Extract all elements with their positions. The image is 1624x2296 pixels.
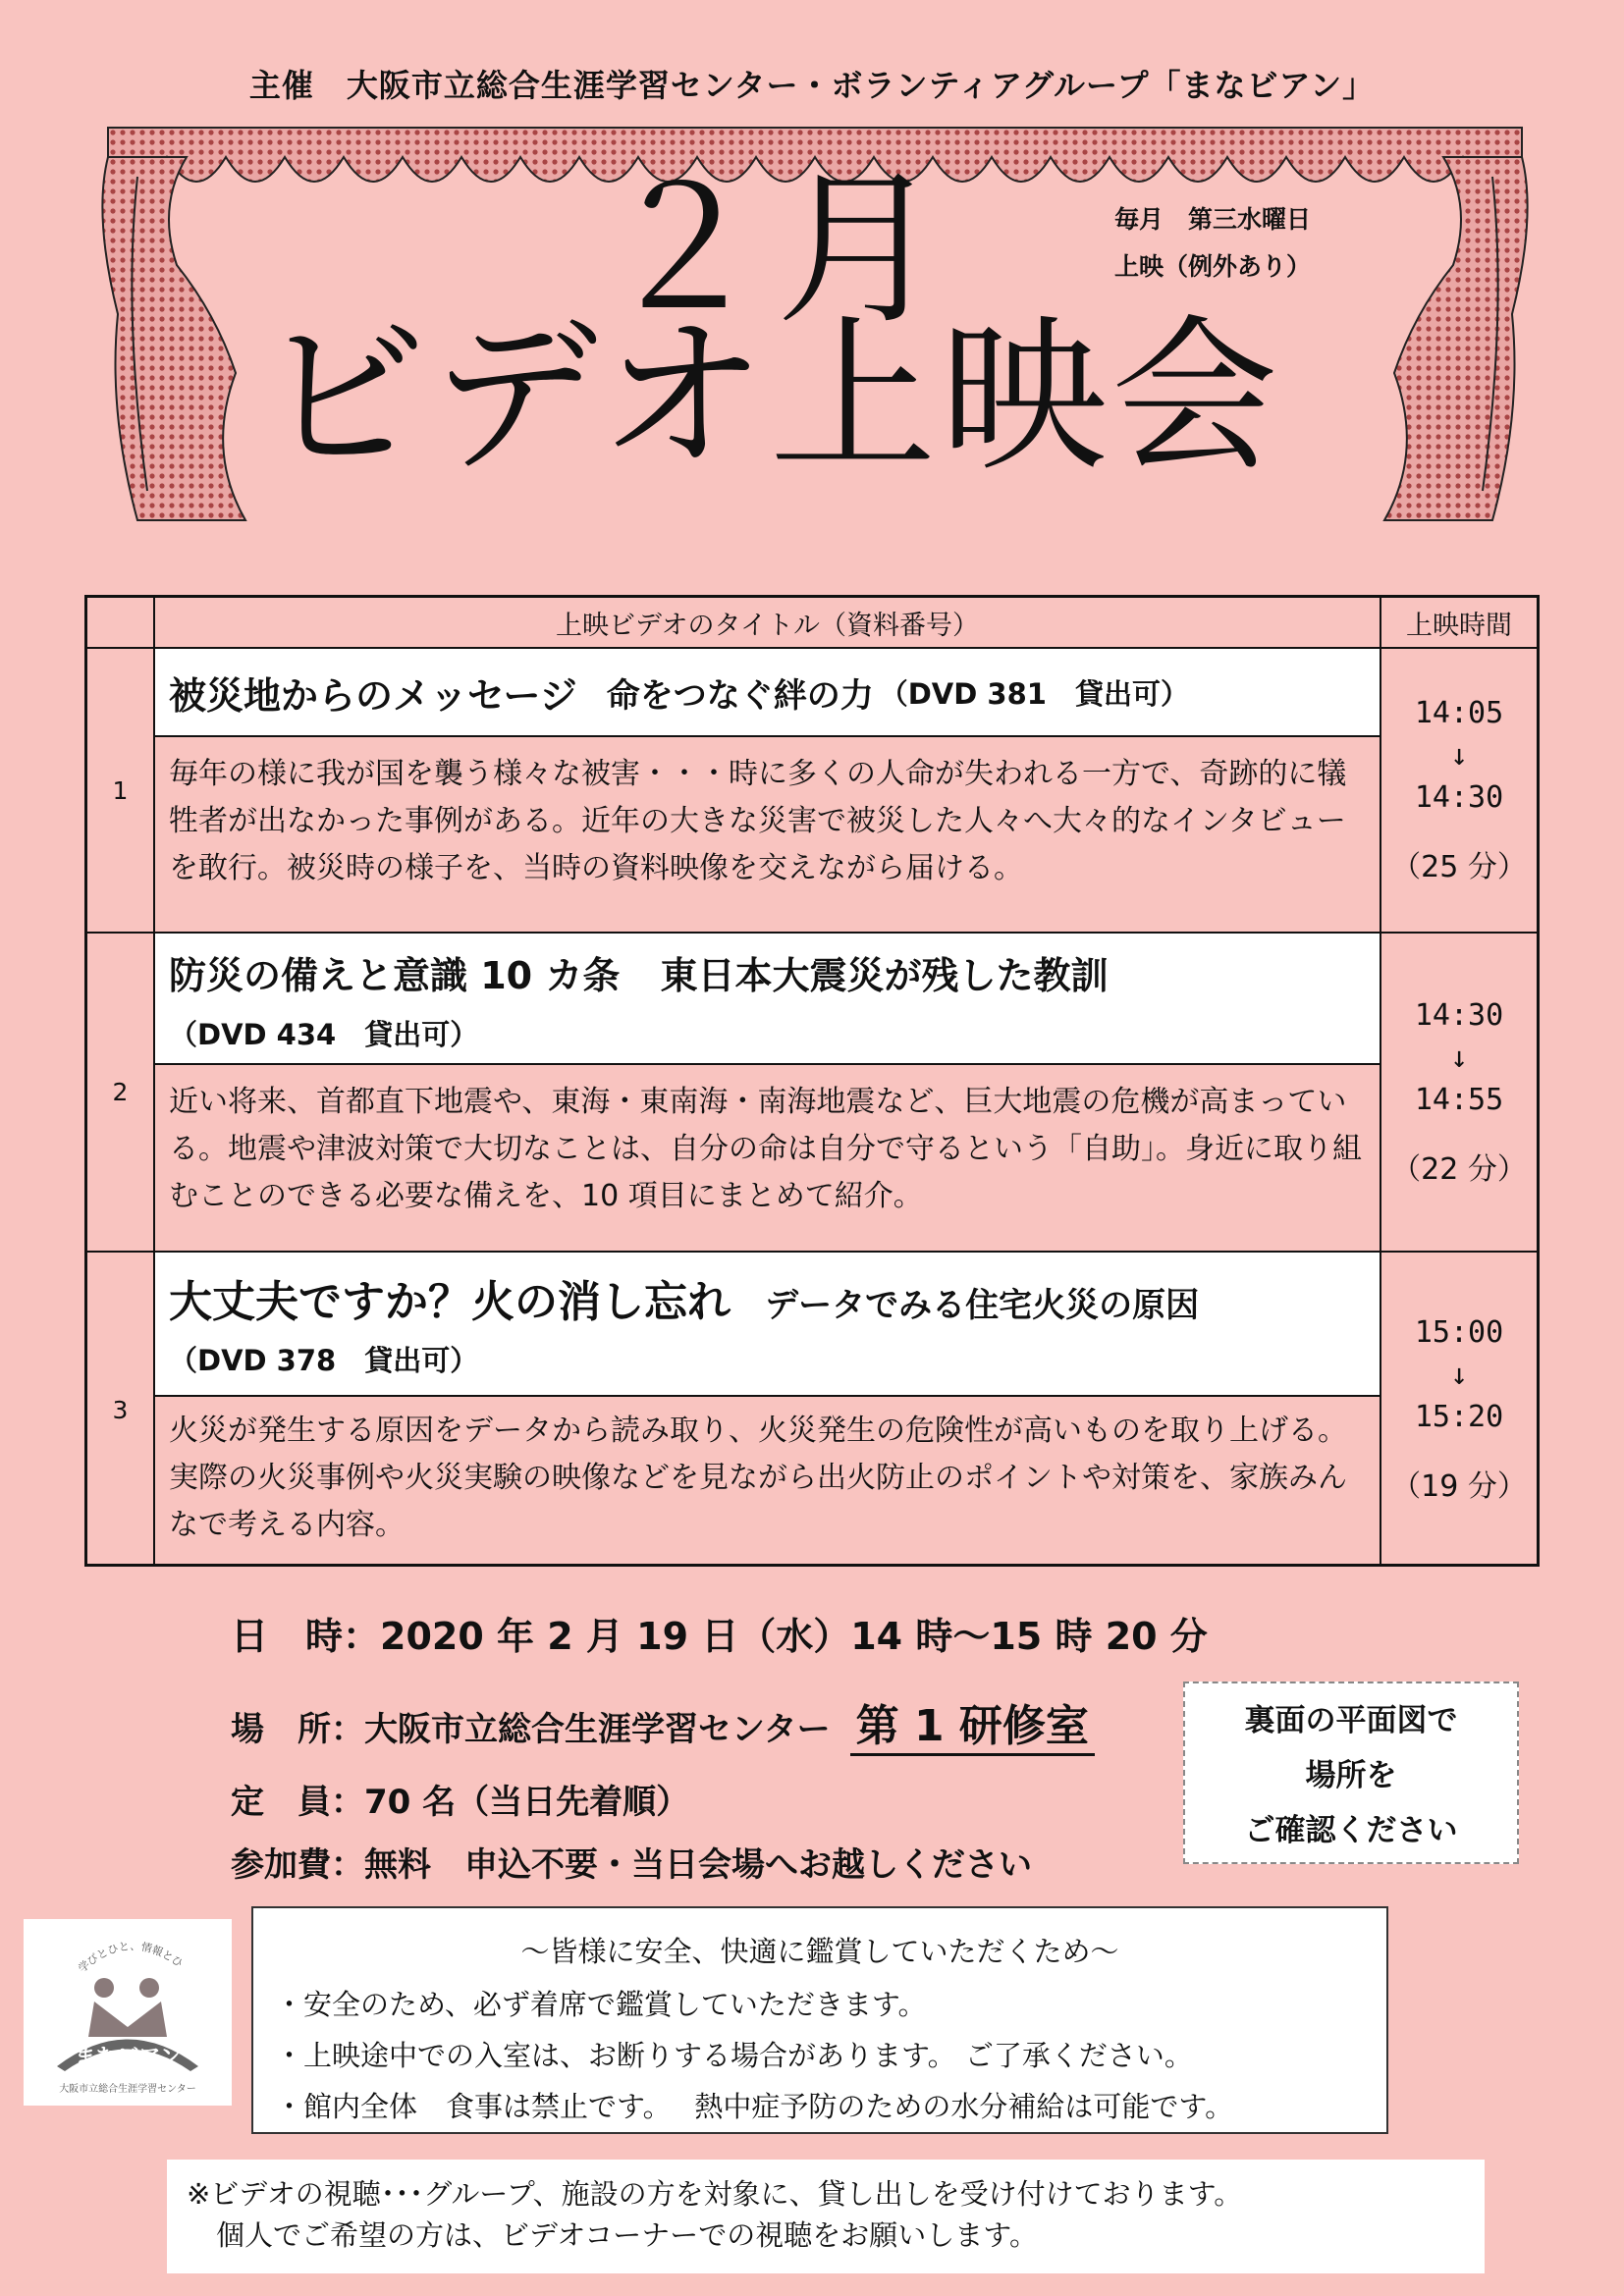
logo-m-icon — [88, 2002, 167, 2037]
schedule-note — [1114, 196, 1311, 291]
notice-box — [251, 1906, 1388, 2134]
info-fee — [231, 1838, 1032, 1886]
table-row — [87, 1253, 1537, 1567]
end-time: 14:30 — [1414, 780, 1504, 815]
row-title — [155, 934, 1380, 1065]
video-subtitle: データでみる住宅火災の原因 — [765, 1286, 1200, 1325]
event-month: ２月 — [599, 153, 953, 347]
table-row — [87, 934, 1537, 1253]
map-note-line-1: 裏面の平面図で — [1244, 1703, 1458, 1738]
video-title: 大丈夫ですか？火の消し忘れ — [169, 1277, 731, 1327]
map-note — [1183, 1682, 1519, 1864]
start-time: 14:30 — [1414, 997, 1504, 1033]
logo-org: 大阪市立総合生涯学習センター — [59, 2084, 196, 2095]
capacity-value: 70 名（当日先着順） — [364, 1783, 690, 1822]
num-column-header — [87, 598, 153, 649]
logo-graphic — [24, 1919, 232, 2106]
arrow-down-icon: ↓ — [1449, 1040, 1469, 1075]
start-time: 15:00 — [1414, 1315, 1504, 1350]
video-description: 火災が発生する原因をデータから読み取り、火災発生の危険性が高いものを取り上げる。実際の火災事例や火災実験の映像などを見ながら出火防止のポイントや対策を、家族みんなで考える内容。 — [169, 1414, 1347, 1542]
manabian-logo — [24, 1919, 232, 2106]
fee-value: 無料 申込不要・当日会場へお越しください — [364, 1845, 1032, 1885]
schedule-line-1: 毎月 第三水曜日 — [1114, 205, 1312, 234]
fee-label: 参加費： — [231, 1845, 364, 1885]
video-title: 防災の備えと意識 10 カ条 — [169, 954, 621, 997]
program-table — [84, 595, 1540, 1567]
date-label: 日 時： — [231, 1615, 381, 1658]
end-time: 14:55 — [1414, 1082, 1504, 1117]
row-number: 3 — [112, 1395, 129, 1424]
svg-text:学びとひと、情報とひとをつなぐ — [24, 1919, 186, 1975]
title-column-header: 上映ビデオのタイトル（資料番号） — [153, 598, 1381, 649]
event-title: ビデオ上映会 — [260, 300, 1282, 495]
video-code: （DVD 381 貸出可） — [879, 676, 1189, 711]
logo-name: まなビアン — [74, 2046, 182, 2070]
duration: （19 分） — [1391, 1469, 1527, 1504]
show-time — [1381, 649, 1537, 932]
date-value: 2020 年 2 月 19 日（水）14 時～15 時 20 分 — [380, 1615, 1208, 1658]
notice-title: ～皆様に安全、快適に鑑賞していただくため～ — [520, 1935, 1119, 1968]
duration: （22 分） — [1391, 1151, 1527, 1187]
show-time — [1381, 1253, 1537, 1567]
row-title — [155, 649, 1380, 737]
end-time: 15:20 — [1414, 1400, 1504, 1434]
place-value: 大阪市立総合生涯学習センター — [364, 1710, 831, 1749]
video-description: 毎年の様に我が国を襲う様々な被害・・・時に多くの人命が失われる一方で、奇跡的に犠牲者が出なかった事例がある。近年の大きな災害で被災した人々へ大々的なインタビューを敢行。被災時の様子を、当時の資料映像を交えながら届ける。 — [169, 757, 1347, 885]
notice-item: ・上映途中での入室は、お断りする場合があります。 ご了承ください。 — [275, 2039, 1193, 2072]
organizer-line: 主催 大阪市立総合生涯学習センター・ボランティアグループ「まなビアン」 — [248, 67, 1376, 104]
venue-room: 第 1 研修室 — [850, 1690, 1095, 1756]
curtain-right-drape — [1384, 157, 1528, 520]
footer-line-1: ※ビデオの視聴･･･グループ、施設の方を対象に、貸し出しを受け付けております。 — [187, 2177, 1243, 2211]
footer-line-2: 個人でご希望の方は、ビデオコーナーでの視聴をお願いします。 — [216, 2218, 1038, 2252]
arrow-down-icon: ↓ — [1449, 738, 1469, 773]
schedule-line-2: 上映（例外あり） — [1114, 252, 1312, 281]
arrow-down-icon: ↓ — [1449, 1358, 1469, 1392]
place-label: 場 所： — [231, 1710, 364, 1749]
footer-note — [167, 2160, 1485, 2273]
video-title: 被災地からのメッセージ — [169, 673, 577, 718]
row-number: 1 — [112, 775, 129, 805]
video-subtitle: 命をつなぐ絆の力 — [606, 675, 874, 716]
show-time — [1381, 934, 1537, 1251]
duration: （25 分） — [1391, 850, 1527, 884]
info-place — [231, 1690, 1095, 1756]
info-capacity — [231, 1775, 689, 1823]
row-title — [155, 1253, 1380, 1397]
logo-arc-text: 学びとひと、情報とひ — [76, 1939, 186, 1976]
curtain-left-drape — [102, 157, 245, 520]
video-subtitle: 東日本大震災が残した教訓 — [660, 954, 1109, 997]
capacity-label: 定 員： — [231, 1783, 364, 1822]
map-note-line-2: 場所を — [1305, 1758, 1397, 1793]
notice-item: ・安全のため、必ず着席で鑑賞していただきます。 — [275, 1988, 927, 2021]
map-note-line-3: ご確認ください — [1244, 1813, 1458, 1848]
video-code: （DVD 378 貸出可） — [169, 1344, 479, 1377]
info-date — [231, 1606, 1208, 1660]
start-time: 14:05 — [1414, 696, 1504, 730]
time-column-header: 上映時間 — [1381, 598, 1537, 649]
table-row — [87, 649, 1537, 934]
row-number: 2 — [112, 1078, 129, 1106]
notice-item: ・館内全体 食事は禁止です。 熱中症予防のための水分補給は可能です。 — [275, 2090, 1234, 2123]
video-code: （DVD 434 貸出可） — [169, 1018, 479, 1051]
video-description: 近い将来、首都直下地震や、東海・東南海・南海地震など、巨大地震の危機が高まっている。地震や津波対策で大切なことは、自分の命は自分で守るという「自助」。身近に取り組むことのできる必要な備えを、10 項目にまとめて紹介。 — [169, 1085, 1362, 1213]
